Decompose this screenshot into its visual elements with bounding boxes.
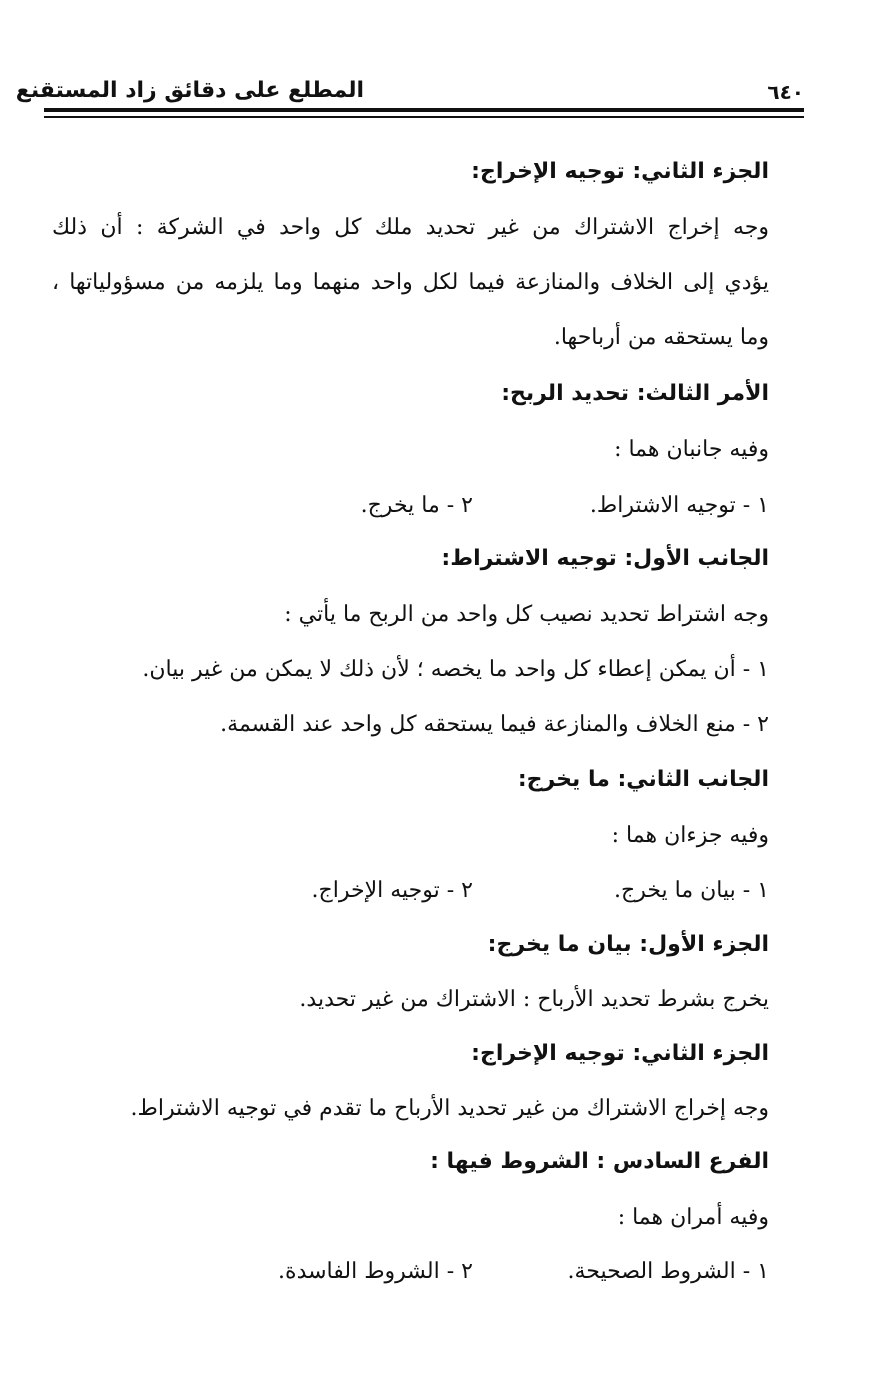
list-item: ٢ - توجيه الإخراج. [311, 878, 473, 903]
paragraph-line: وجه إخراج الاشتراك من غير تحديد ملك كل واحد في الشركة : أن ذلك [52, 215, 769, 240]
page-number: ٦٤٠ [767, 80, 804, 104]
book-title: المطلع على دقائق زاد المستقنع [15, 78, 364, 103]
section-heading: الفرع السادس : الشروط فيها : [430, 1149, 769, 1174]
list-item: ١ - أن يمكن إعطاء كل واحد ما يخصه ؛ لأن ذلك لا يمكن من غير بيان. [142, 657, 769, 682]
list-item: ١ - الشروط الصحيحة. [567, 1259, 769, 1284]
list-item: ٢ - الشروط الفاسدة. [278, 1259, 473, 1284]
section-heading: الجانب الثاني: ما يخرج: [517, 767, 769, 792]
header-rule-thin [44, 116, 804, 118]
list-item: ١ - توجيه الاشتراط. [589, 493, 769, 518]
section-heading: الجزء الثاني: توجيه الإخراج: [471, 1041, 769, 1066]
paragraph-line: يخرج بشرط تحديد الأرباح : الاشتراك من غير تحديد. [299, 987, 769, 1012]
section-heading: الأمر الثالث: تحديد الربح: [501, 381, 769, 406]
paragraph-line: وفيه جانبان هما : [614, 437, 769, 462]
paragraph-line: وفيه جزءان هما : [611, 823, 769, 848]
paragraph-line: وجه اشتراط تحديد نصيب كل واحد من الربح ما يأتي : [284, 602, 769, 627]
paragraph-line: وما يستحقه من أرباحها. [553, 325, 769, 350]
section-heading: الجزء الأول: بيان ما يخرج: [487, 932, 769, 957]
section-heading: الجزء الثاني: توجيه الإخراج: [471, 159, 769, 184]
list-item: ٢ - منع الخلاف والمنازعة فيما يستحقه كل واحد عند القسمة. [220, 712, 769, 737]
list-item: ٢ - ما يخرج. [360, 493, 473, 518]
list-item: ١ - بيان ما يخرج. [614, 878, 769, 903]
section-heading: الجانب الأول: توجيه الاشتراط: [441, 546, 769, 571]
paragraph-line: وجه إخراج الاشتراك من غير تحديد الأرباح ما تقدم في توجيه الاشتراط. [130, 1096, 769, 1121]
header-rule-thick [44, 108, 804, 112]
paragraph-line: وفيه أمران هما : [617, 1205, 769, 1230]
paragraph-line: يؤدي إلى الخلاف والمنازعة فيما لكل واحد منهما وما يلزمه من مسؤولياتها ، [52, 270, 769, 295]
